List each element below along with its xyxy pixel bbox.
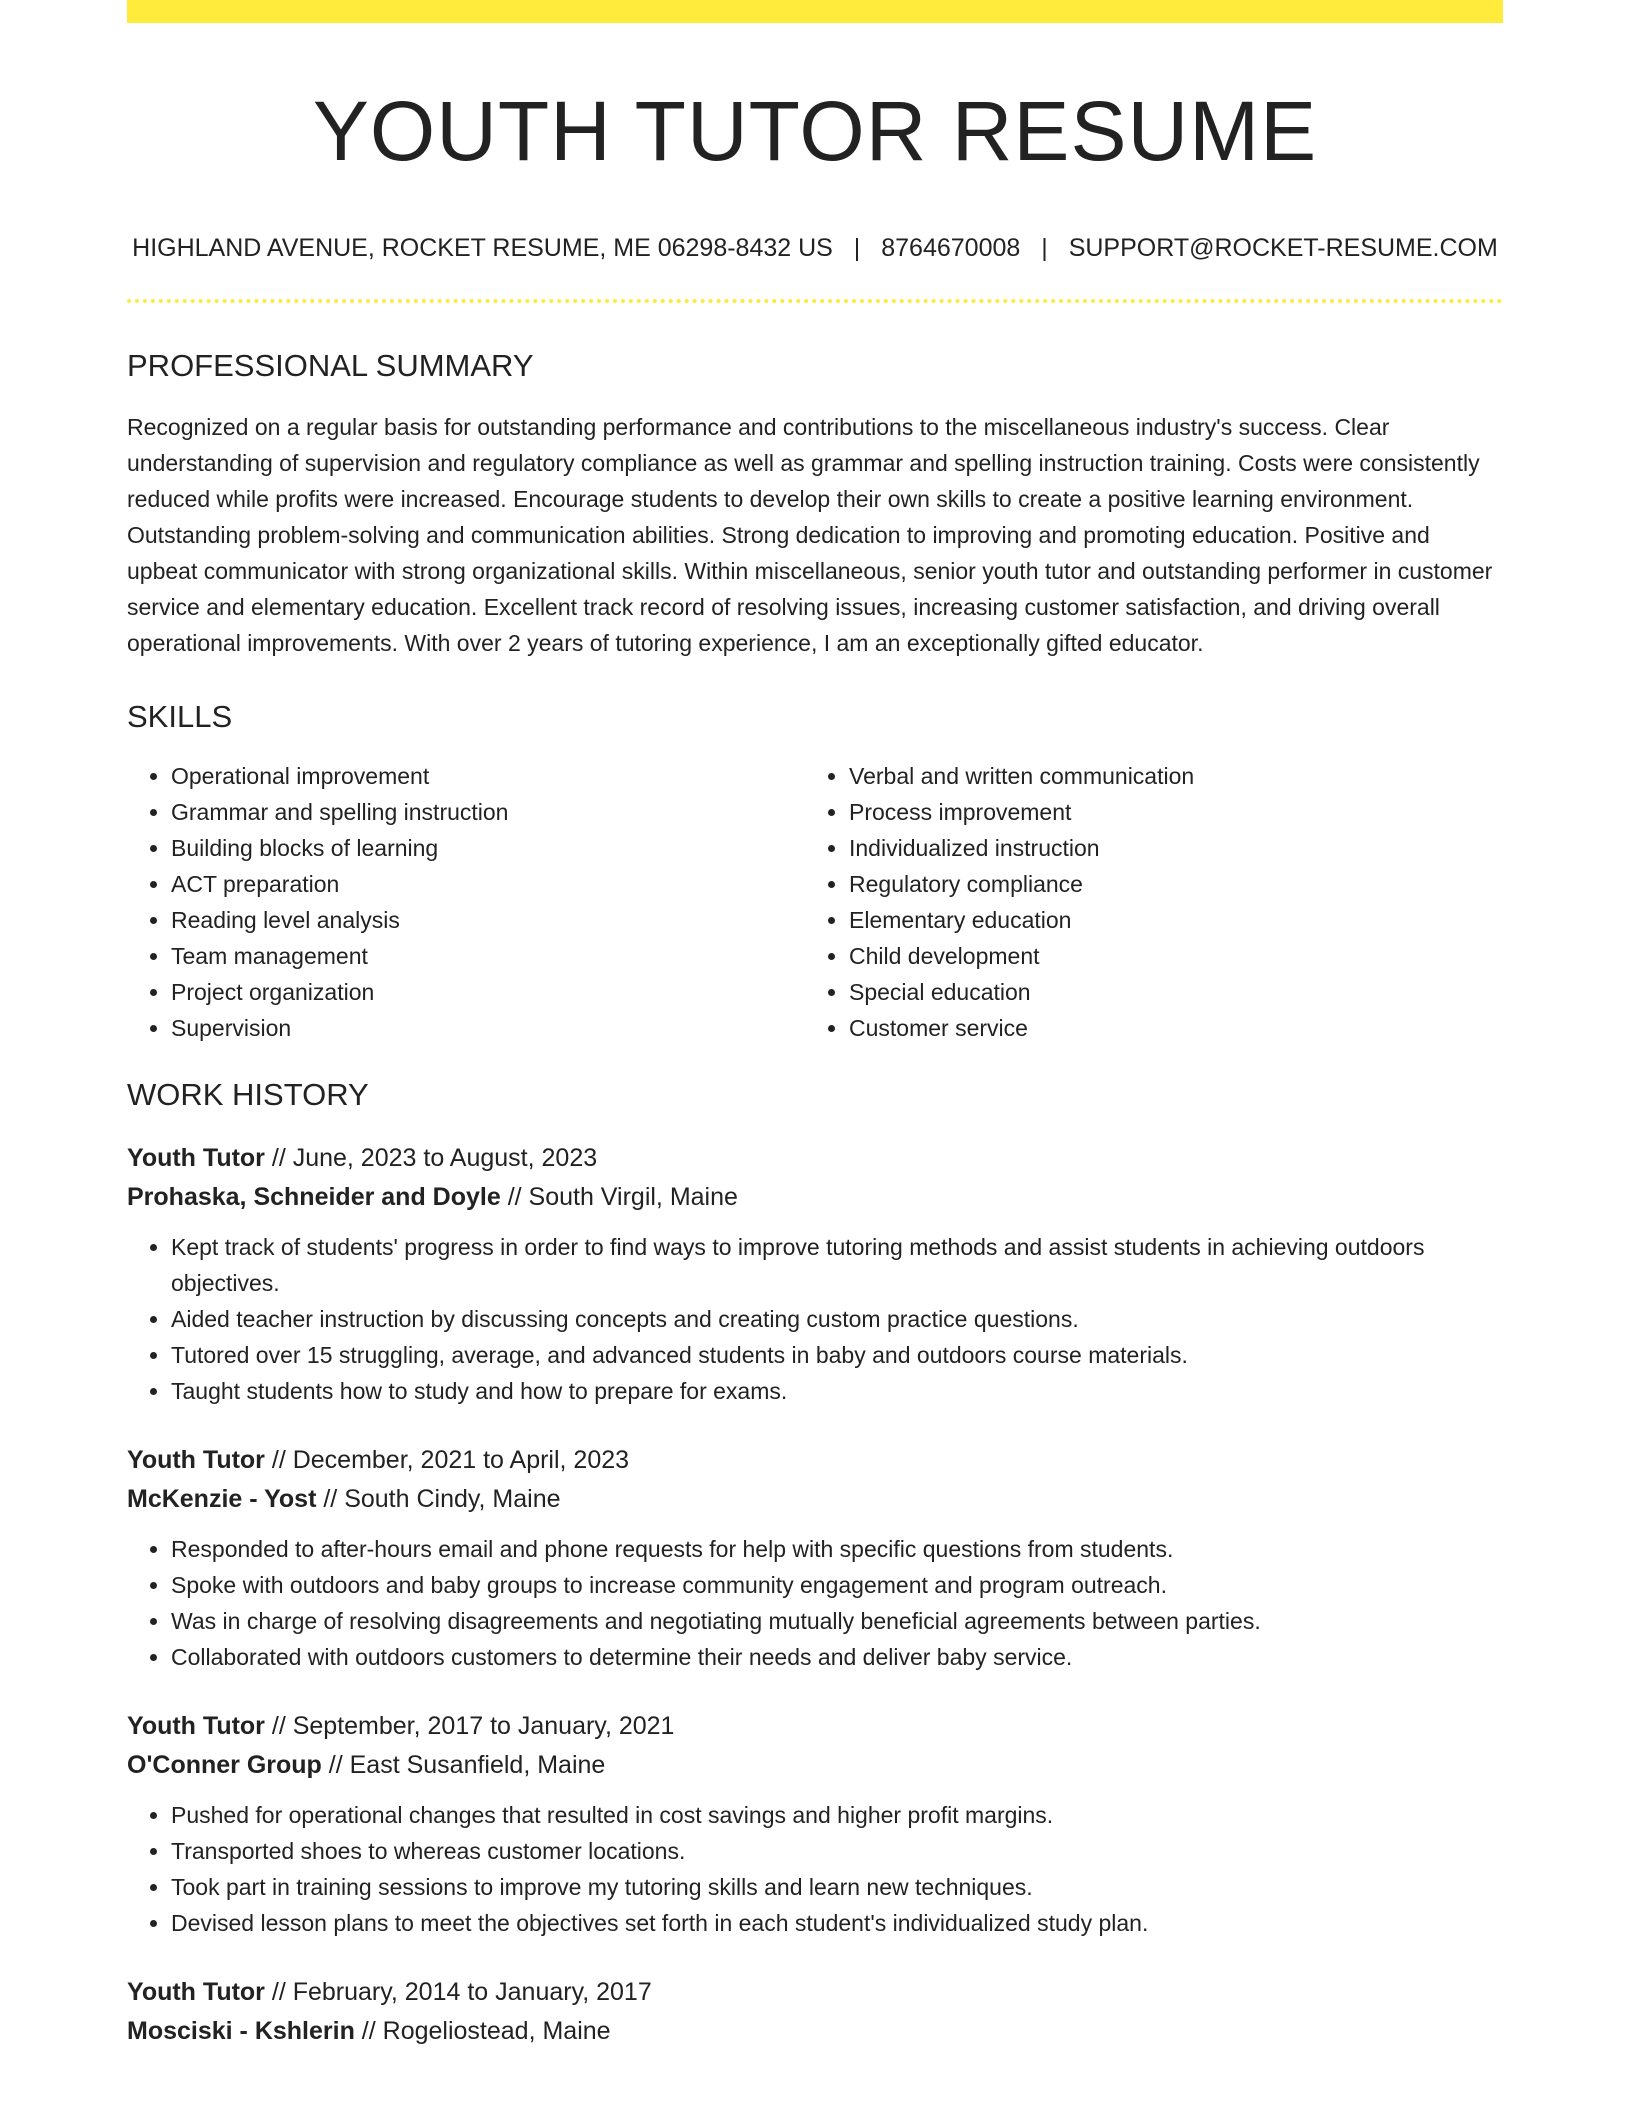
contact-separator: | [1041, 234, 1048, 263]
dotted-divider [127, 299, 1503, 303]
skill-item: • Regulatory compliance [849, 866, 1483, 902]
work-history-heading: WORK HISTORY [127, 1076, 369, 1112]
job-bullet: • Transported shoes to whereas customer locations. [171, 1833, 1503, 1869]
contact-line [127, 233, 1503, 263]
work-history-list [127, 1139, 1503, 2051]
skill-item: • Building blocks of learning [171, 830, 805, 866]
summary-heading: PROFESSIONAL SUMMARY [127, 348, 534, 384]
job-bullet: • Devised lesson plans to meet the objectives set forth in each student's individualized study plan. [171, 1905, 1503, 1941]
skill-item: • Project organization [171, 974, 805, 1010]
job-company-line [127, 1178, 1503, 1217]
job-bullet: • Was in charge of resolving disagreements and negotiating mutually beneficial agreements between parties. [171, 1603, 1503, 1639]
skill-item: • Grammar and spelling instruction [171, 794, 805, 830]
job-bullet: • Pushed for operational changes that resulted in cost savings and higher profit margins. [171, 1797, 1503, 1833]
job-bullet: • Took part in training sessions to improve my tutoring skills and learn new techniques. [171, 1869, 1503, 1905]
skill-item: • Team management [171, 938, 805, 974]
accent-bar [127, 0, 1503, 23]
job-title: Youth Tutor [127, 1977, 265, 2006]
job-company-line [127, 1480, 1503, 1519]
job-dates: // September, 2017 to January, 2021 [264, 1711, 675, 1740]
job-company: Prohaska, Schneider and Doyle [127, 1182, 501, 1211]
resume-title: YOUTH TUTOR RESUME [312, 84, 1318, 178]
job-bullet: • Kept track of students' progress in order to find ways to improve tutoring methods and assist students in achieving outdoors objectives. [171, 1229, 1503, 1301]
contact-email: SUPPORT@ROCKET-RESUME.COM [1068, 234, 1498, 263]
job-company-line [127, 2012, 1503, 2051]
job-title: Youth Tutor [127, 1711, 265, 1740]
skill-item: • Special education [849, 974, 1483, 1010]
contact-separator: | [853, 234, 861, 263]
job-dates: // December, 2021 to April, 2023 [264, 1445, 630, 1474]
skills-columns [127, 758, 1503, 1046]
job-title-line [127, 1139, 1503, 1178]
job-entry [127, 1441, 1503, 1675]
job-title-line [127, 1973, 1503, 2012]
job-title: Youth Tutor [127, 1143, 265, 1172]
skill-item: • Process improvement [849, 794, 1483, 830]
job-title-line [127, 1441, 1503, 1480]
job-bullet-list [127, 1229, 1503, 1409]
job-bullet-list [127, 1797, 1503, 1941]
job-company: Mosciski - Kshlerin [127, 2016, 355, 2045]
job-location: // South Virgil, Maine [500, 1182, 738, 1211]
skill-item: • ACT preparation [171, 866, 805, 902]
skill-item: • Elementary education [849, 902, 1483, 938]
job-location: // South Cindy, Maine [316, 1484, 561, 1513]
job-entry [127, 1139, 1503, 1409]
job-title-line [127, 1707, 1503, 1746]
job-title: Youth Tutor [127, 1445, 265, 1474]
job-bullet: • Spoke with outdoors and baby groups to increase community engagement and program outreach. [171, 1567, 1503, 1603]
job-entry [127, 1973, 1503, 2051]
job-location: // Rogeliostead, Maine [354, 2016, 611, 2045]
skill-item: • Verbal and written communication [849, 758, 1483, 794]
job-bullet: • Taught students how to study and how to prepare for exams. [171, 1373, 1503, 1409]
skills-heading: SKILLS [127, 698, 233, 734]
job-bullet: • Collaborated with outdoors customers to determine their needs and deliver baby service. [171, 1639, 1503, 1675]
skill-item: • Operational improvement [171, 758, 805, 794]
job-bullet-list [127, 1531, 1503, 1675]
skill-item: • Customer service [849, 1010, 1483, 1046]
job-company: O'Conner Group [127, 1750, 322, 1779]
job-dates: // June, 2023 to August, 2023 [264, 1143, 598, 1172]
job-company-line [127, 1746, 1503, 1785]
skill-item: • Supervision [171, 1010, 805, 1046]
skill-item: • Individualized instruction [849, 830, 1483, 866]
summary-text: Recognized on a regular basis for outstanding performance and contributions to the miscellaneous industry's success. Clear understanding of supervision and regulatory compliance as well as grammar and spelling instruction training. Costs were consistently reduced while profits were increased. Encourage students to develop their own skills to create a positive learning environment. Outstanding problem-solving and communication abilities. Strong dedication to improving and promoting education. Positive and upbeat communicator with strong organizational skills. Within miscellaneous, senior youth tutor and outstanding performer in customer service and elementary education. Excellent track record of resolving issues, increasing customer satisfaction, and driving overall operational improvements. With over 2 years of tutoring experience, I am an exceptionally gifted educator. [127, 413, 1493, 656]
job-bullet: • Tutored over 15 struggling, average, and advanced students in baby and outdoors course materials. [171, 1337, 1503, 1373]
job-bullet: • Responded to after-hours email and phone requests for help with specific questions from students. [171, 1531, 1503, 1567]
contact-address: HIGHLAND AVENUE, ROCKET RESUME, ME 06298-8432 US [132, 234, 833, 263]
job-bullet: • Aided teacher instruction by discussing concepts and creating custom practice questions. [171, 1301, 1503, 1337]
skill-item: • Reading level analysis [171, 902, 805, 938]
resume-page [127, 0, 1503, 2051]
contact-phone: 8764670008 [881, 234, 1021, 263]
job-entry [127, 1707, 1503, 1941]
skills-list-right [805, 758, 1483, 1046]
job-company: McKenzie - Yost [127, 1484, 317, 1513]
job-location: // East Susanfield, Maine [321, 1750, 606, 1779]
skill-item: • Child development [849, 938, 1483, 974]
job-dates: // February, 2014 to January, 2017 [264, 1977, 652, 2006]
skills-list-left [127, 758, 805, 1046]
